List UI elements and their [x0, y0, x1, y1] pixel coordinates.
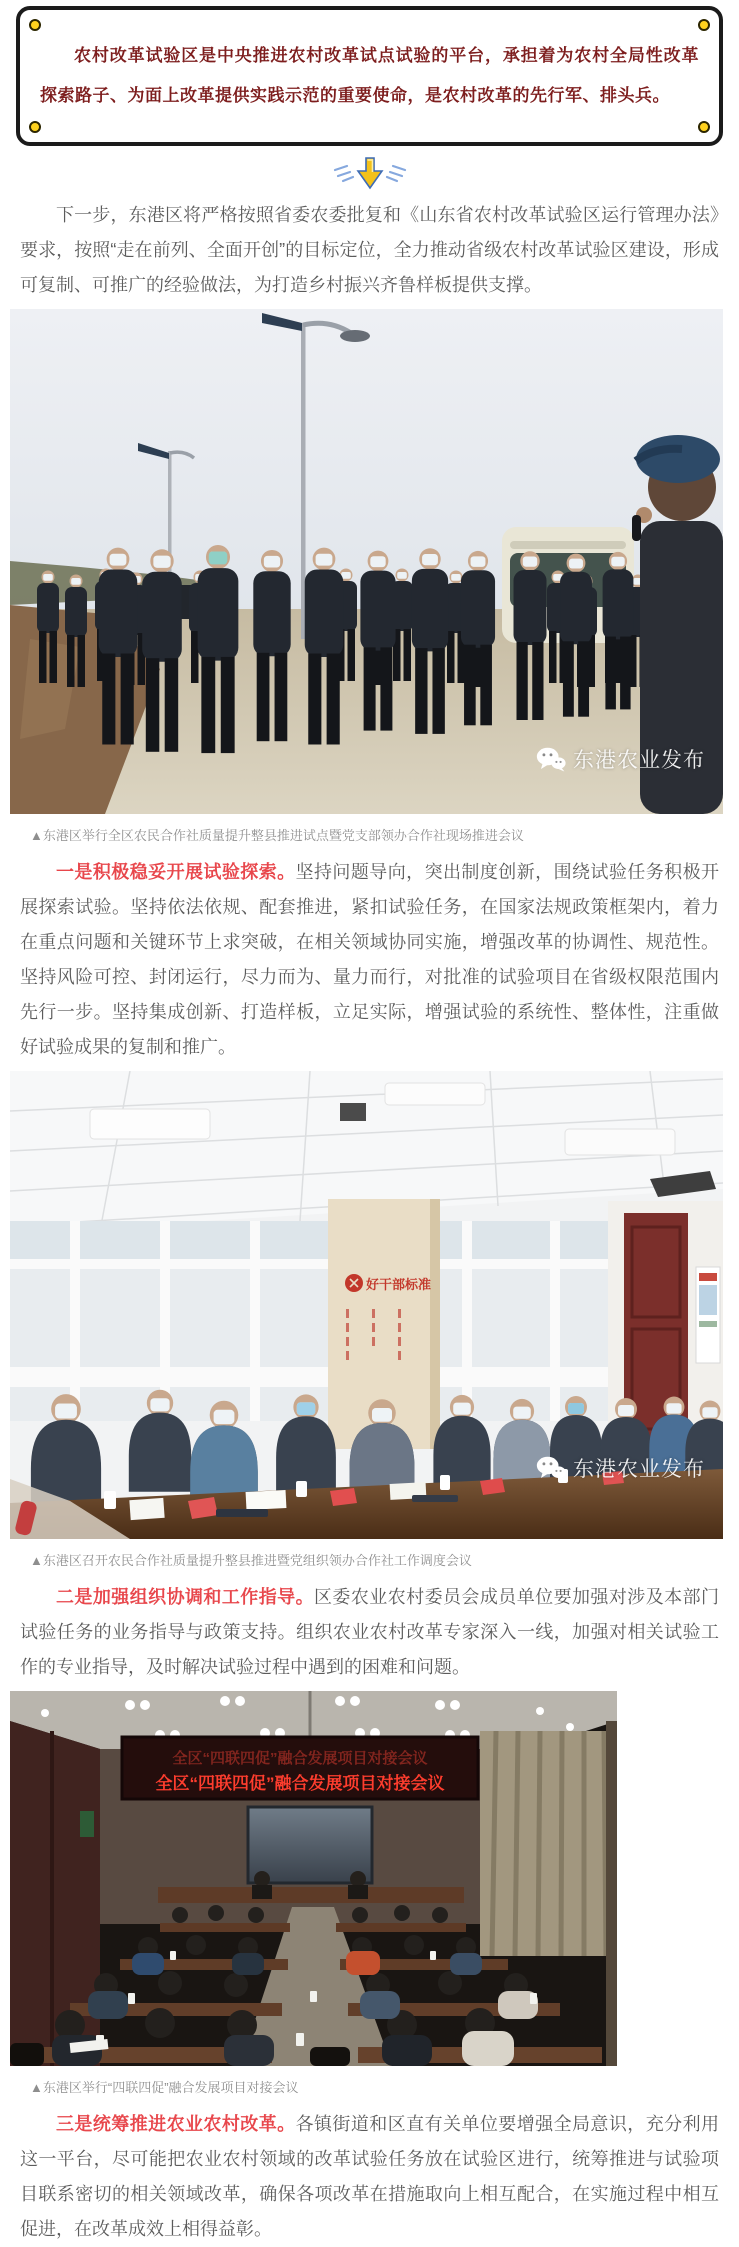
paragraph-point-3: [20, 2107, 719, 2247]
wall-slogan-text: 好干部标准: [366, 1277, 432, 1292]
paragraph-point-2-lead: 二是加强组织协调和工作指导。: [56, 1587, 314, 1607]
ceiling-vent: [340, 1103, 366, 1121]
watermark: [536, 744, 705, 774]
presenter: [350, 1871, 366, 1887]
wechat-icon: [536, 1455, 566, 1481]
corner-screw-icon: [29, 121, 41, 133]
ceiling-light: [385, 1083, 485, 1105]
down-arrow-art: [331, 155, 409, 191]
ceiling-light: [90, 1109, 210, 1139]
paragraph-point-1-lead: 一是积极稳妥开展试验探索。: [56, 862, 296, 882]
paragraph-point-2-body: 区委农业农村委员会成员单位要加强对涉及本部门试验任务的业务指导与政策支持。组织农业农村改革专家深入一线，加强对相关试验工作的专业指导，及时解决试验过程中遇到的困难和问题。: [20, 1587, 719, 1677]
ceiling-light: [565, 1129, 675, 1155]
paragraph-point-1: [20, 855, 719, 1065]
watermark-text: 东港农业发布: [573, 749, 705, 772]
paragraph-overview: 下一步，东港区将严格按照省委农委批复和《山东省农村改革试验区运行管理办法》要求，按照“走在前列、全面开创”的目标定位，全力推动省级农村改革试验区建设，形成可复制、可推广的经验做法，为打造乡村振兴齐鲁样板提供支撑。: [20, 205, 719, 295]
corner-screw-icon: [698, 19, 710, 31]
presenter: [254, 1871, 270, 1887]
intro-text: 农村改革试验区是中央推进农村改革试点试验的平台，承担着为农村全局性改革探索路子、为面上改革提供实践示范的重要使命，是农村改革的先行军、排头兵。: [40, 46, 699, 105]
photo-project-conference[interactable]: [10, 1691, 617, 2066]
photo-2-caption: ▲东港区召开农民合作社质量提升整县推进暨党组织领办合作社工作调度会议: [30, 1553, 472, 1568]
led-banner: [122, 1737, 478, 1799]
paragraph-point-1-body: 坚持问题导向，突出制度创新，围绕试验任务积极开展探索试验。坚持依法依规、配套推进，紧扣试验任务，在国家法规政策框架内，着力在重点问题和关键环节上求突破，在相关领域协同实施，增强改革的协调性、规范性。坚持风险可控、封闭运行，尽力而为、量力而行，对批准的试验项目在省级权限范围内先行一步。坚持集成创新、打造样板，立足实际，增强试验的系统性、整体性，注重做好试验成果的复制和推广。: [20, 862, 720, 1057]
paragraph-point-3-lead: 三是统筹推进农业农村改革。: [56, 2114, 296, 2134]
paragraph-point-2: [20, 1580, 719, 1685]
intro-highlight-box: [16, 6, 723, 146]
watermark: [536, 1453, 705, 1483]
banner-line-main: 全区“四联四促”融合发展项目对接会议: [155, 1774, 445, 1793]
down-arrow-icon: [0, 150, 739, 194]
paragraph-point-3-body: 各镇街道和区直有关单位要增强全局意识，充分利用这一平台，尽可能把农业农村领域的改革试验任务放在试验区进行，统筹推进与试验项目联系密切的相关领域改革，确保各项改革在措施取向上相互配合，在实施过程中相互促进，在改革成效上相得益彰。: [20, 2114, 720, 2239]
corner-screw-icon: [698, 121, 710, 133]
photo-3-caption: ▲东港区举行“四联四促”融合发展项目对接会议: [30, 2080, 299, 2095]
photo-1-caption: ▲东港区举行全区农民合作社质量提升整县推进试点暨党支部领办合作社现场推进会议: [30, 828, 524, 843]
head-table: [158, 1887, 464, 1903]
photo-field-meeting[interactable]: [10, 309, 723, 814]
projection-screen: [248, 1807, 372, 1883]
photo-meeting-room[interactable]: [10, 1071, 723, 1539]
field-meeting-art: [10, 309, 723, 814]
conference-hall-art: [10, 1691, 617, 2066]
exit-sign: [80, 1811, 94, 1837]
wechat-icon: [536, 746, 566, 772]
watermark-text: 东港农业发布: [573, 1458, 705, 1481]
corner-screw-icon: [29, 19, 41, 31]
banner-line-top: 全区“四联四促”融合发展项目对接会议: [172, 1750, 428, 1767]
wall-poster: [696, 1267, 720, 1363]
